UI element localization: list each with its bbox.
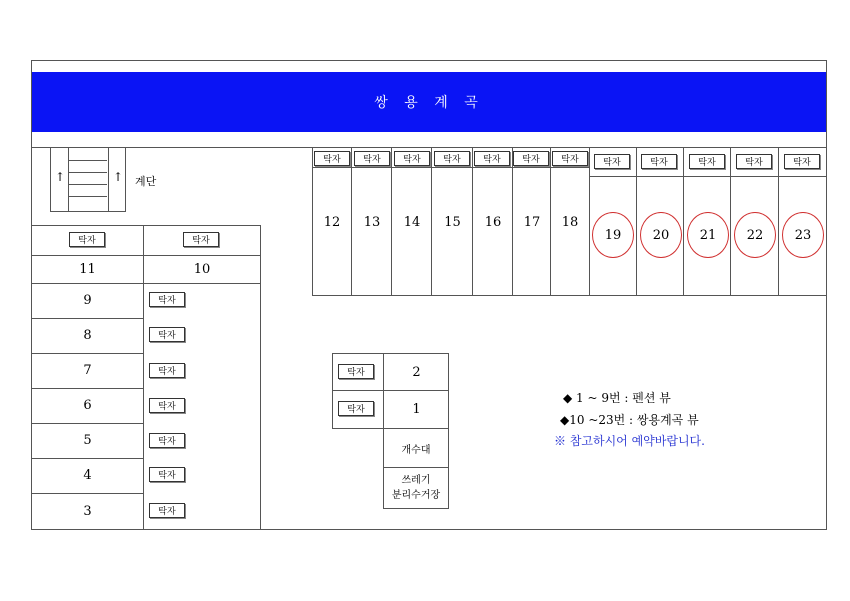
divider xyxy=(683,148,684,296)
table-number: 17 xyxy=(523,214,541,230)
table-number: 8 xyxy=(83,327,92,343)
table-number: 14 xyxy=(403,214,421,230)
stairs-label: 계단 xyxy=(135,175,157,188)
table-tag: 탁자 xyxy=(474,151,510,166)
divider xyxy=(778,148,779,296)
table-number: 9 xyxy=(83,292,92,308)
stair-rail-right xyxy=(108,148,109,212)
divider xyxy=(32,255,261,256)
divider xyxy=(32,283,261,284)
table-tag: 탁자 xyxy=(641,154,677,169)
up-arrow-icon: ↑ xyxy=(55,170,66,184)
table-number: 7 xyxy=(83,362,92,378)
table-tag: 탁자 xyxy=(552,151,588,166)
circled-table-number: 21 xyxy=(687,212,729,258)
divider xyxy=(312,167,590,168)
divider xyxy=(32,318,143,319)
sink-label: 개수대 xyxy=(401,444,431,456)
title-banner xyxy=(32,72,826,132)
table-number: 2 xyxy=(412,364,421,380)
divider xyxy=(32,388,143,389)
table-tag: 탁자 xyxy=(149,398,185,413)
table-tag: 탁자 xyxy=(314,151,350,166)
circled-table-number: 22 xyxy=(734,212,776,258)
table-tag: 탁자 xyxy=(394,151,430,166)
table-number: 11 xyxy=(79,261,96,277)
table-number: 3 xyxy=(83,503,92,519)
table-tag: 탁자 xyxy=(594,154,630,169)
table-number: 5 xyxy=(83,432,92,448)
table-number: 4 xyxy=(83,467,92,483)
table-tag: 탁자 xyxy=(149,363,185,378)
table-tag: 탁자 xyxy=(149,327,185,342)
stair-step xyxy=(69,160,107,161)
table-number: 13 xyxy=(363,214,381,230)
stair-step xyxy=(69,184,107,185)
table-number: 15 xyxy=(444,214,461,230)
table-tag: 탁자 xyxy=(69,232,105,247)
table-tag: 탁자 xyxy=(784,154,820,169)
up-arrow-icon: ↑ xyxy=(113,170,124,184)
sink-area xyxy=(383,428,449,468)
divider xyxy=(32,423,143,424)
table-tag: 탁자 xyxy=(338,364,374,379)
trash-area xyxy=(383,467,449,509)
table-tag: 탁자 xyxy=(338,401,374,416)
table-tag: 탁자 xyxy=(149,467,185,482)
table-tag: 탁자 xyxy=(736,154,772,169)
table-number: 6 xyxy=(83,397,92,413)
legend-line: ◆ 1 ~ 9번 : 펜션 뷰 xyxy=(563,391,671,405)
table-number: 1 xyxy=(412,401,421,417)
table-tag: 탁자 xyxy=(513,151,549,166)
divider xyxy=(730,148,731,296)
divider xyxy=(32,493,143,494)
table-number: 10 xyxy=(193,261,211,277)
stairs xyxy=(50,148,126,212)
table-number: 12 xyxy=(323,214,341,230)
circled-table-number: 20 xyxy=(640,212,682,258)
table-number: 16 xyxy=(484,214,502,230)
legend-note: ※ 참고하시어 예약바랍니다. xyxy=(554,434,705,448)
stair-rail-left xyxy=(68,148,69,212)
legend-line: ◆10 ~23번 : 쌍용계곡 뷰 xyxy=(560,413,699,427)
table-tag: 탁자 xyxy=(354,151,390,166)
table-tag: 탁자 xyxy=(434,151,470,166)
circled-table-number: 23 xyxy=(782,212,824,258)
stair-step xyxy=(69,196,107,197)
trash-label: 분리수거장 xyxy=(391,490,441,501)
divider xyxy=(636,148,637,296)
divider xyxy=(32,353,143,354)
trash-label: 쓰레기 xyxy=(401,475,431,486)
circled-table-number: 19 xyxy=(592,212,634,258)
table-tag: 탁자 xyxy=(183,232,219,247)
page-title: 쌍 용 계 곡 xyxy=(374,95,484,111)
stair-step xyxy=(69,172,107,173)
divider xyxy=(332,390,449,391)
table-tag: 탁자 xyxy=(149,433,185,448)
divider xyxy=(32,458,143,459)
table-tag: 탁자 xyxy=(689,154,725,169)
table-number: 18 xyxy=(561,214,579,230)
table-tag: 탁자 xyxy=(149,292,185,307)
table-tag: 탁자 xyxy=(149,503,185,518)
